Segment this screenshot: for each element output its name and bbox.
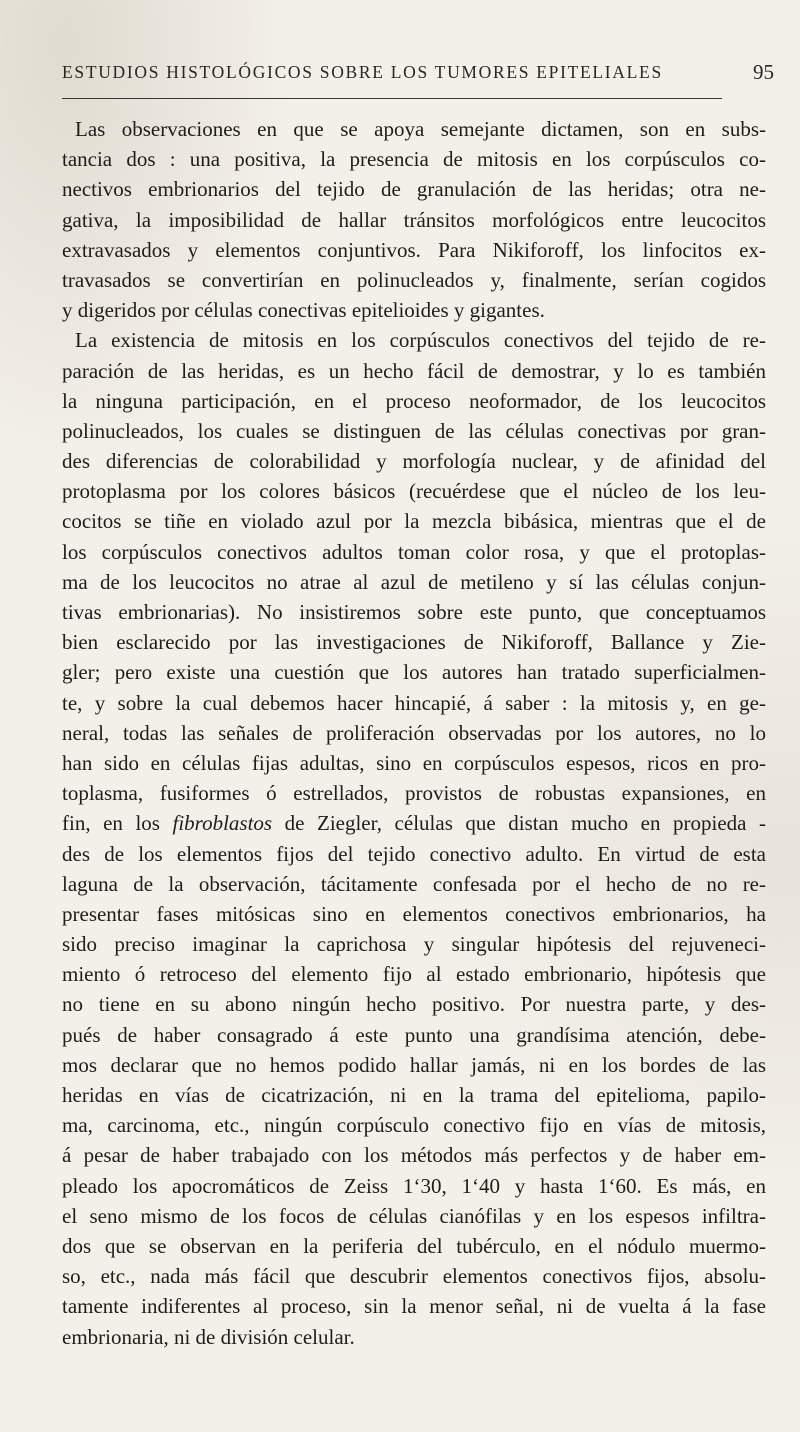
page-number: 95 (753, 60, 774, 84)
text-line: cocitos se tiñe en violado azul por la mezcla bibásica, mientras que el de (62, 509, 766, 534)
text-line: protoplasma por los colores básicos (recuérdese que el núcleo de los leu- (62, 479, 766, 504)
text-line: dos que se observan en la periferia del tubérculo, en el nódulo muermo- (62, 1233, 766, 1258)
text-line: mos declarar que no hemos podido hallar jamás, ni en los bordes de las (62, 1052, 766, 1077)
text-line: des de los elementos fijos del tejido conectivo adulto. En virtud de esta (62, 841, 766, 866)
header-rule (62, 98, 722, 99)
text-line: toplasma, fusiformes ó estrellados, provistos de robustas expansiones, en (62, 781, 766, 806)
text-line: bien esclarecido por las investigaciones de Nikiforoff, Ballance y Zie- (62, 630, 766, 655)
text-line: el seno mismo de los focos de células cianófilas y en los espesos infiltra- (62, 1203, 766, 1228)
text-line: paración de las heridas, es un hecho fácil de demostrar, y lo es también (62, 358, 766, 383)
text-line: pués de haber consagrado á este punto una grandísima atención, debe- (62, 1022, 766, 1047)
text-line: fin, en los fibroblastos de Ziegler, células que distan mucho en propieda - (62, 811, 766, 836)
text-line: ma de los leucocitos no atrae al azul de metileno y sí las células conjun- (62, 569, 766, 594)
text-line: Las observaciones en que se apoya semejante dictamen, son en subs- (75, 117, 766, 141)
text-line: La existencia de mitosis en los corpúsculos conectivos del tejido de re- (75, 328, 766, 353)
text-line: á pesar de haber trabajado con los métodos más perfectos y de haber em- (62, 1143, 766, 1168)
text-line: neral, todas las señales de proliferación observadas por los autores, no lo (62, 720, 766, 745)
text-line: los corpúsculos conectivos adultos toman color rosa, y que el protoplas- (62, 539, 766, 564)
text-line: so, etc., nada más fácil que descubrir elementos conectivos fijos, absolu- (62, 1264, 766, 1289)
text-line: ma, carcinoma, etc., ningún corpúsculo conectivo fijo en vías de mitosis, (62, 1113, 766, 1138)
text-line: gativa, la imposibilidad de hallar tránsitos morfológicos entre leucocitos (62, 207, 766, 232)
text-line: laguna de la observación, tácitamente confesada por el hecho de no re- (62, 871, 766, 896)
body-text (62, 114, 766, 1352)
text-line: heridas en vías de cicatrización, ni en la trama del epitelioma, papilo- (62, 1083, 766, 1107)
text-line: polinucleados, los cuales se distinguen de las células conectivas por gran- (62, 418, 766, 443)
running-title: ESTUDIOS HISTOLÓGICOS SOBRE LOS TUMORES EPITELIALES (62, 62, 663, 82)
text-line: pleado los apocromáticos de Zeiss 1‘30, 1‘40 y hasta 1‘60. Es más, en (62, 1173, 766, 1198)
running-head (62, 62, 774, 98)
text-line: tivas embrionarias). No insistiremos sobre este punto, que conceptuamos (62, 600, 766, 624)
italic-term: fibroblastos (172, 811, 273, 836)
text-line: no tiene en su abono ningún hecho positivo. Por nuestra parte, y des- (62, 992, 766, 1017)
text-line: presentar fases mitósicas sino en elementos conectivos embrionarios, ha (62, 901, 766, 926)
text-line: extravasados y elementos conjuntivos. Para Nikiforoff, los linfocitos ex- (62, 237, 766, 262)
text-line: tancia dos : una positiva, la presencia de mitosis en los corpúsculos co- (62, 147, 766, 172)
text-line: sido preciso imaginar la caprichosa y singular hipótesis del rejuveneci- (62, 932, 766, 957)
text-line: gler; pero existe una cuestión que los autores han tratado superficialmen- (62, 660, 766, 685)
text-line: han sido en células fijas adultas, sino en corpúsculos espesos, ricos en pro- (62, 750, 766, 775)
text-line: te, y sobre la cual debemos hacer hincapié, á saber : la mitosis y, en ge- (62, 690, 766, 715)
text-line: y digeridos por células conectivas epitelioides y gigantes. (62, 298, 545, 323)
text-line: nectivos embrionarios del tejido de granulación de las heridas; otra ne- (62, 177, 766, 202)
text-line: des diferencias de colorabilidad y morfología nuclear, y de afinidad del (62, 449, 766, 474)
text-line: tamente indiferentes al proceso, sin la menor señal, ni de vuelta á la fase (62, 1294, 766, 1319)
text-line: la ninguna participación, en el proceso neoformador, de los leucocitos (62, 388, 766, 413)
text-line: miento ó retroceso del elemento fijo al estado embrionario, hipótesis que (62, 962, 766, 987)
text-line: embrionaria, ni de división celular. (62, 1324, 355, 1349)
text-line: travasados se convertirían en polinucleados y, finalmente, serían cogidos (62, 267, 766, 292)
